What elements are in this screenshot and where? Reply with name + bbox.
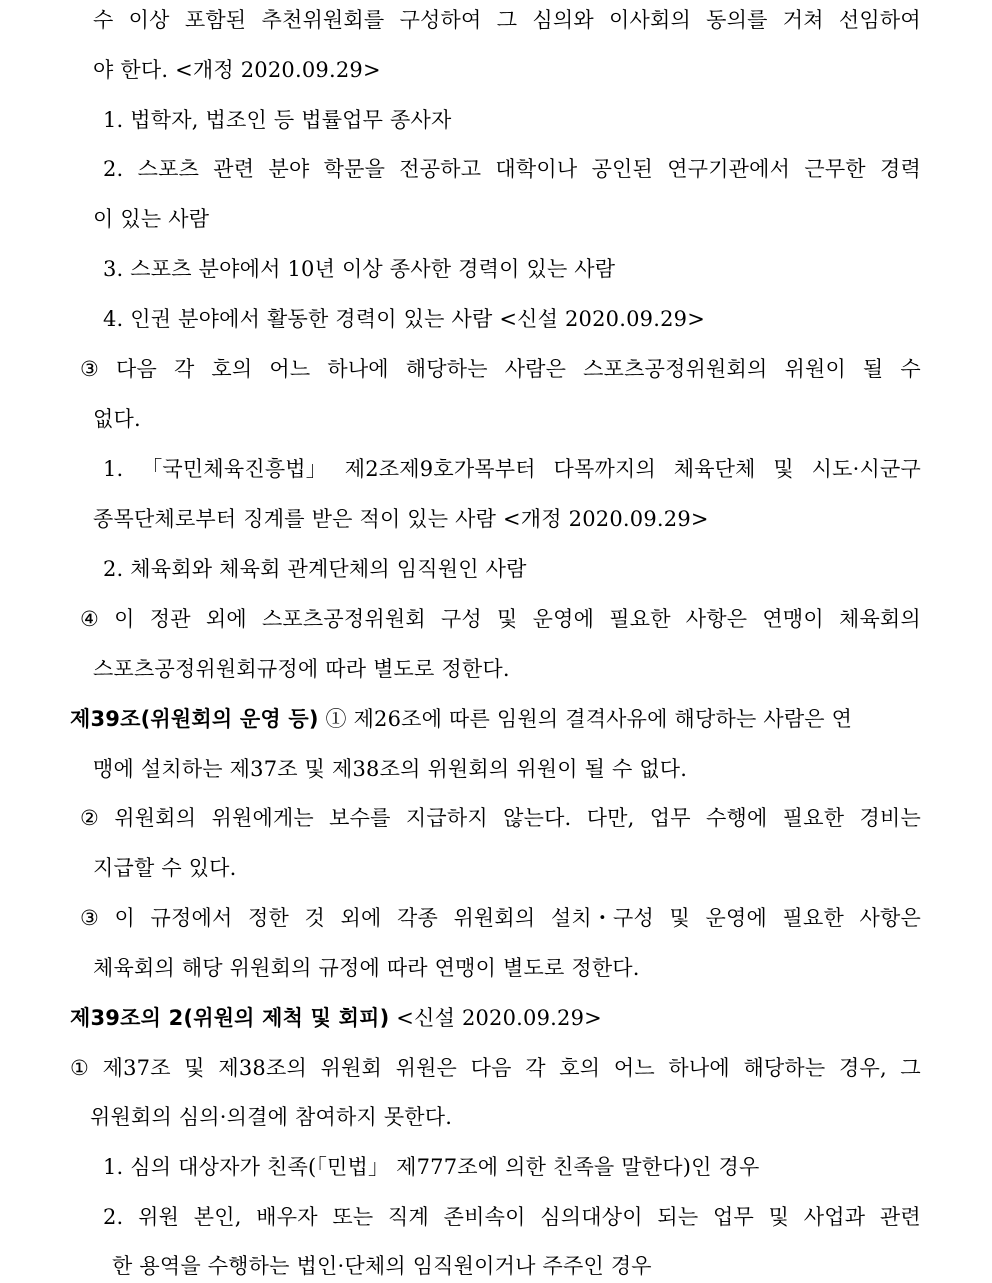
text-line: 맹에 설치하는 제37조 및 제38조의 위원회의 위원이 될 수 없다. (93, 757, 688, 781)
list-item: 1. 법학자, 법조인 등 법률업무 종사자 (103, 108, 452, 132)
word: 정관 (149, 607, 191, 631)
text-line: 위원회의 심의·의결에 참여하지 못한다. (90, 1105, 453, 1129)
word: 스포츠 (137, 157, 200, 181)
word: 위원에게는 (211, 806, 314, 830)
word: 위원회의 (453, 906, 536, 930)
word: 경우, (838, 1056, 887, 1080)
word: 포함된 (184, 8, 247, 32)
word: 위원 (138, 1205, 180, 1229)
word: 및 (497, 607, 518, 631)
word: 이 (114, 607, 135, 631)
word: 다음 (470, 1056, 512, 1080)
word: 사항은 (685, 607, 748, 631)
word: 다음 (116, 357, 157, 381)
word: 심의대상이 (540, 1205, 643, 1229)
word: 하나에 (668, 1056, 730, 1080)
word: 공인된 (591, 157, 654, 181)
word: 사람은 (504, 357, 567, 381)
word: 제2조제9호가목부터 (344, 457, 536, 481)
word: 본인, (193, 1205, 242, 1229)
word: 다목까지의 (553, 457, 656, 481)
word: 될 (862, 357, 884, 381)
word: 해당하는 (405, 357, 488, 381)
word: 그 (496, 8, 518, 32)
text-line: 한 용역을 수행하는 법인·단체의 임직원이거나 주주인 경우 (112, 1254, 652, 1278)
paragraph-line (80, 604, 921, 634)
word: 운영에 (705, 906, 768, 930)
article-line (70, 704, 921, 734)
word: 제38조의 (218, 1056, 307, 1080)
word: 심의와 (532, 8, 594, 32)
paragraph-line (80, 903, 921, 933)
word: ③ (80, 357, 100, 381)
word: 필요한 (782, 806, 845, 830)
word: 추천위원회를 (261, 8, 385, 32)
word: 스포츠공정위원회 (261, 607, 426, 631)
word: 연맹이 (762, 607, 824, 631)
word: 구성하여 (399, 8, 482, 32)
word: 배우자 (256, 1205, 318, 1229)
word: 어느 (269, 357, 311, 381)
word: 존비속이 (443, 1205, 526, 1229)
word: 것 (304, 906, 325, 930)
word: 업무 (713, 1205, 754, 1229)
article-line (70, 1003, 602, 1033)
word: 시도·시군구 (811, 457, 921, 481)
list-item: 2. 체육회와 체육회 관계단체의 임직원인 사람 (103, 557, 527, 581)
word: 2. (103, 1205, 124, 1229)
text-line: 이 있는 사람 (93, 207, 210, 231)
word: 보수를 (329, 806, 391, 830)
word: 분야 (268, 157, 310, 181)
word: 지급하지 (405, 806, 488, 830)
word: 체육단체 (673, 457, 756, 481)
word: 또는 (332, 1205, 374, 1229)
word: 「국민체육진흥법」 (141, 457, 327, 481)
paragraph-line (70, 1053, 921, 1083)
word: 수행에 (706, 806, 768, 830)
word: 2. (103, 157, 124, 181)
list-item (103, 154, 921, 184)
word: 관련 (213, 157, 255, 181)
text-line: 스포츠공정위원회규정에 따라 별도로 정한다. (93, 657, 510, 681)
text-line: 없다. (93, 407, 141, 431)
word: 이상 (128, 8, 170, 32)
word: 그 (900, 1056, 921, 1080)
word: 거쳐 (782, 8, 824, 32)
text-line: 종목단체로부터 징계를 받은 적이 있는 사람 <개정 2020.09.29> (93, 507, 709, 531)
word: 직계 (388, 1205, 429, 1229)
text-line (93, 5, 921, 35)
word: 업무 (649, 806, 691, 830)
word: 외에 (340, 906, 382, 930)
word: 및 (768, 1205, 790, 1229)
word: 사업과 (803, 1205, 866, 1229)
word: 제37조 (102, 1056, 171, 1080)
word: 경비는 (859, 806, 921, 830)
word: 정한 (247, 906, 289, 930)
word: 각종 (396, 906, 438, 930)
list-item: 1. 심의 대상자가 친족(「민법」 제777조에 의한 친족을 말한다)인 경우 (103, 1155, 760, 1179)
word: ② (80, 806, 100, 830)
word: 학문을 (323, 157, 386, 181)
word: 스포츠공정위원회의 (583, 357, 768, 381)
list-item (103, 1202, 921, 1232)
word: 이 (114, 906, 136, 930)
word: 어느 (613, 1056, 655, 1080)
word: 위원은 (395, 1056, 458, 1080)
word: ④ (80, 607, 100, 631)
paragraph-line (80, 803, 921, 833)
word: 이사회의 (609, 8, 691, 32)
text-line: 체육회의 해당 위원회의 규정에 따라 연맹이 별도로 정한다. (93, 956, 640, 980)
word: 근무한 (804, 157, 866, 181)
word: 수 (93, 8, 114, 32)
article-text: <신설 2020.09.29> (389, 1006, 602, 1030)
word: 필요한 (782, 906, 844, 930)
word: 관련 (879, 1205, 921, 1229)
article-text: ① 제26조에 따른 임원의 결격사유에 해당하는 사람은 연 (318, 707, 853, 731)
word: 외에 (205, 607, 247, 631)
word: 규정에서 (150, 906, 233, 930)
word: 및 (669, 906, 691, 930)
word: 설치・구성 (550, 906, 655, 930)
word: ① (70, 1056, 90, 1080)
word: 체육회의 (838, 607, 921, 631)
word: 및 (184, 1056, 205, 1080)
word: 대학이나 (495, 157, 578, 181)
article-heading: 제39조의 2(위원의 제척 및 회피) (70, 1006, 390, 1030)
word: 연구기관에서 (667, 157, 791, 181)
word: 선임하여 (838, 8, 921, 32)
word: 호의 (211, 357, 253, 381)
word: 되는 (657, 1205, 699, 1229)
word: 1. (103, 457, 124, 481)
word: 경력 (879, 157, 921, 181)
paragraph-line (80, 354, 921, 384)
list-item (103, 454, 921, 484)
article-heading: 제39조(위원회의 운영 등) (70, 707, 319, 731)
word: 위원회 (320, 1056, 382, 1080)
word: 운영에 (532, 607, 595, 631)
word: 호의 (559, 1056, 601, 1080)
word: 전공하고 (399, 157, 482, 181)
word: 각 (173, 357, 195, 381)
text-line: 지급할 수 있다. (93, 856, 237, 880)
word: 수 (900, 357, 921, 381)
word: 각 (525, 1056, 546, 1080)
word: 위원이 (784, 357, 846, 381)
word: 구성 (440, 607, 482, 631)
word: 않는다. (503, 806, 572, 830)
list-item: 3. 스포츠 분야에서 10년 이상 종사한 경력이 있는 사람 (103, 257, 616, 281)
word: 위원회의 (114, 806, 197, 830)
word: 동의를 (706, 8, 768, 32)
list-item: 4. 인권 분야에서 활동한 경력이 있는 사람 <신설 2020.09.29> (103, 307, 706, 331)
word: ③ (80, 906, 100, 930)
word: 필요한 (609, 607, 671, 631)
text-line: 야 한다. <개정 2020.09.29> (93, 58, 381, 82)
word: 및 (773, 457, 794, 481)
word: 사항은 (859, 906, 921, 930)
word: 해당하는 (743, 1056, 826, 1080)
word: 하나에 (327, 357, 389, 381)
word: 다만, (586, 806, 635, 830)
